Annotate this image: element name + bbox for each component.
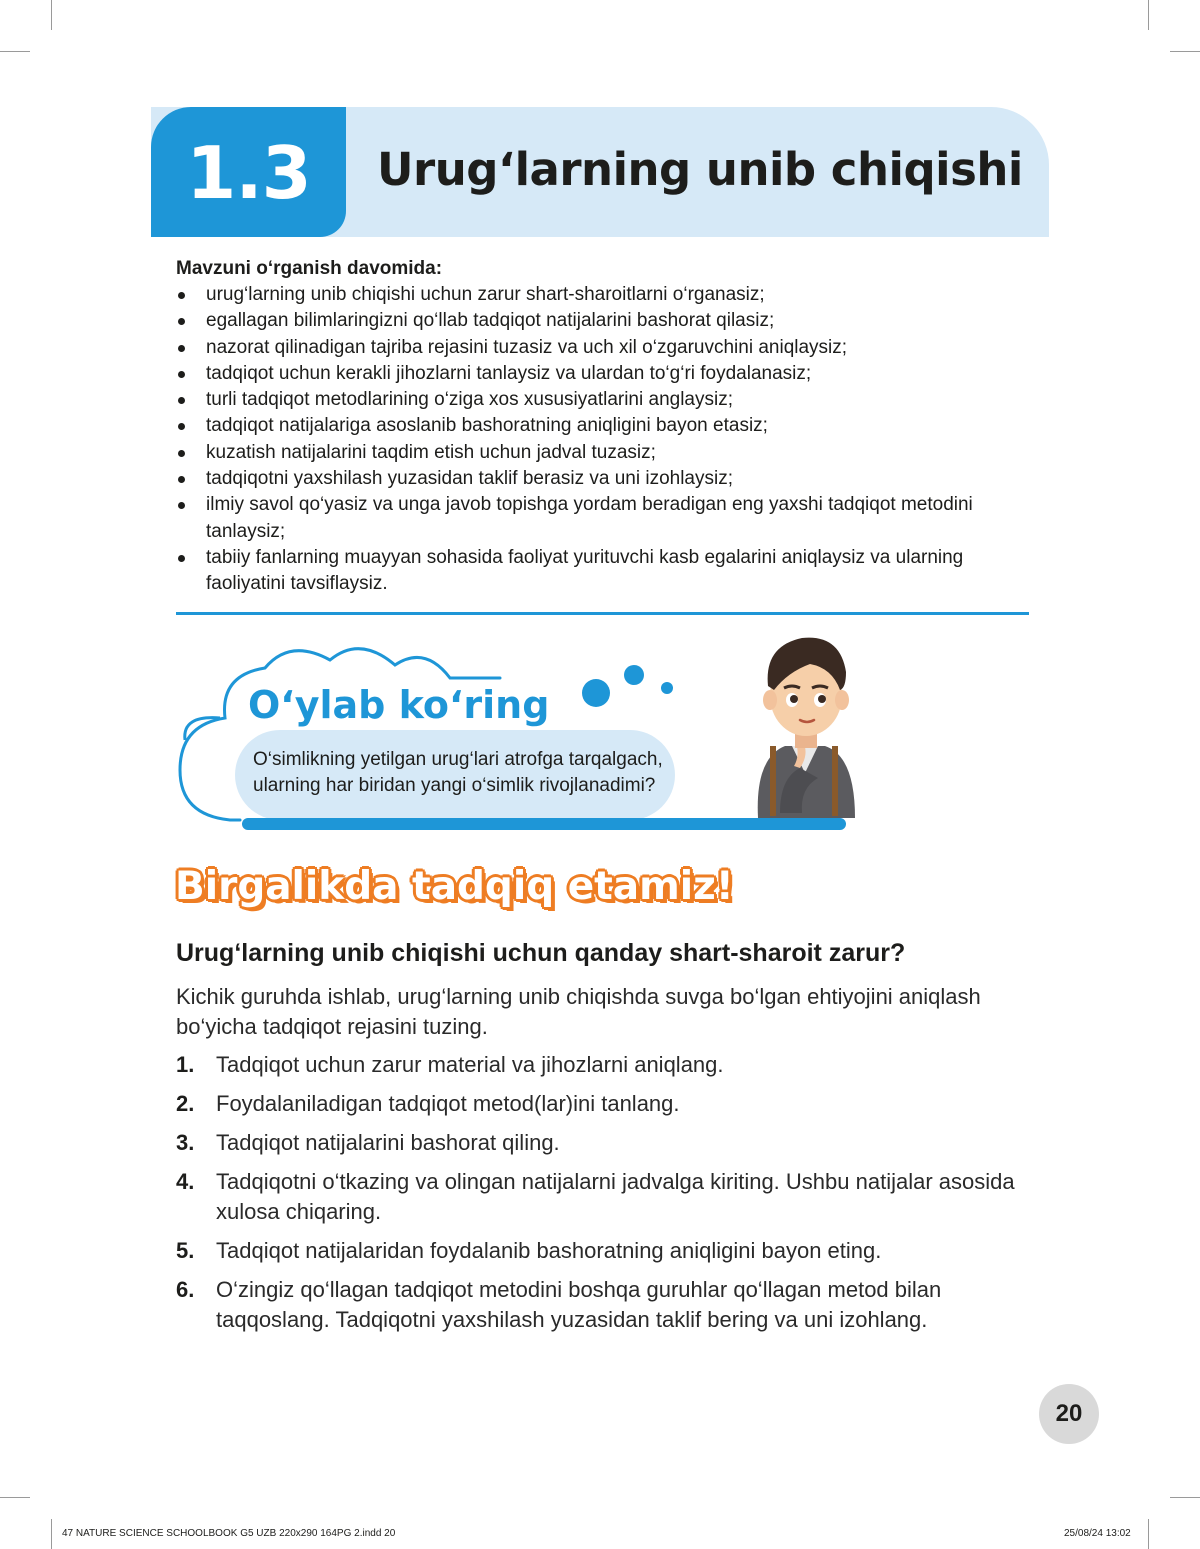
page-number: 20 bbox=[1039, 1384, 1099, 1444]
bullet-icon bbox=[178, 371, 185, 378]
objectives-heading: Mavzuni o‘rganish davomida: bbox=[176, 258, 443, 279]
crop-mark bbox=[1148, 0, 1149, 30]
objective-item: nazorat qilinadigan tajriba rejasini tuzasiz va uch xil o‘zgaruvchini aniqlaysiz; bbox=[176, 335, 1016, 361]
lesson-title: Urug‘larning unib chiqishi bbox=[377, 143, 1023, 196]
step-item: 1. Tadqiqot uchun zarur material va jihozlarni aniqlang. bbox=[176, 1052, 724, 1077]
objective-item: egallagan bilimlaringizni qo‘llab tadqiqot natijalarini bashorat qilasiz; bbox=[176, 308, 1016, 334]
bullet-icon bbox=[178, 476, 185, 483]
bullet-icon bbox=[178, 502, 185, 509]
objective-item: kuzatish natijalarini taqdim etish uchun jadval tuzasiz; bbox=[176, 440, 1016, 466]
bullet-icon bbox=[178, 318, 185, 325]
section-divider bbox=[176, 612, 1029, 615]
crop-mark bbox=[51, 1519, 52, 1549]
crop-mark bbox=[0, 1497, 30, 1498]
objective-item: tadqiqot natijalariga asoslanib bashoratning aniqligini bayon etasiz; bbox=[176, 413, 1016, 439]
print-slug-datetime: 25/08/24 13:02 bbox=[1064, 1528, 1131, 1539]
objectives-list bbox=[176, 282, 1016, 598]
print-slug-file: 47 NATURE SCIENCE SCHOOLBOOK G5 UZB 220x290 164PG 2.indd 20 bbox=[62, 1528, 396, 1539]
bullet-icon bbox=[178, 292, 185, 299]
objective-item: tadqiqot uchun kerakli jihozlarni tanlaysiz va ulardan to‘g‘ri foydalanasiz; bbox=[176, 361, 1016, 387]
objective-item: tadqiqotni yaxshilash yuzasidan taklif berasiz va uni izohlaysiz; bbox=[176, 466, 1016, 492]
thinking-boy-icon bbox=[740, 628, 870, 818]
objective-item: turli tadqiqot metodlarining o‘ziga xos xususiyatlarini anglaysiz; bbox=[176, 387, 1016, 413]
objective-item: tabiiy fanlarning muayyan sohasida faoliyat yurituvchi kasb egalarini aniqlaysiz va ularning faoliyatini tavsiflaysiz. bbox=[176, 545, 1016, 598]
step-item: 2. Foydalaniladigan tadqiqot metod(lar)ini tanlang. bbox=[176, 1091, 680, 1116]
inquiry-intro: Kichik guruhda ishlab, urug‘larning unib chiqishda suvga bo‘lgan ehtiyojini aniqlash bo‘yicha tadqiqot rejasini tuzing. bbox=[176, 984, 981, 1039]
step-item: 3. Tadqiqot natijalarini bashorat qiling. bbox=[176, 1130, 560, 1155]
inquiry-title: Birgalikda tadqiq etamiz! bbox=[175, 864, 734, 909]
crop-mark bbox=[0, 51, 30, 52]
section-number-box bbox=[151, 107, 346, 237]
bullet-icon bbox=[178, 450, 185, 457]
think-title: O‘ylab ko‘ring bbox=[248, 683, 550, 727]
crop-mark bbox=[1170, 51, 1200, 52]
bullet-icon bbox=[178, 423, 185, 430]
steps-list bbox=[176, 1050, 1036, 1344]
bullet-icon bbox=[178, 345, 185, 352]
research-question: Urug‘larning unib chiqishi uchun qanday shart-sharoit zarur? bbox=[176, 939, 906, 967]
crop-mark bbox=[1170, 1497, 1200, 1498]
objective-item: urug‘larning unib chiqishi uchun zarur shart-sharoitlarni o‘rganasiz; bbox=[176, 282, 1016, 308]
step-item: 5. Tadqiqot natijalaridan foydalanib bashoratning aniqligini bayon eting. bbox=[176, 1238, 882, 1263]
crop-mark bbox=[1148, 1519, 1149, 1549]
crop-mark bbox=[51, 0, 52, 30]
step-item: 4. Tadqiqotni o‘tkazing va olingan natijalarni jadvalga kiriting. Ushbu natijalar asosida xulosa chiqaring. bbox=[176, 1169, 1015, 1224]
bullet-icon bbox=[178, 555, 185, 562]
think-question: O‘simlikning yetilgan urug‘lari atrofga tarqalgach, ularning har biridan yangi o‘simlik rivojlanadimi? bbox=[253, 749, 663, 796]
lesson-header bbox=[151, 107, 1049, 237]
step-item: 6. O‘zingiz qo‘llagan tadqiqot metodini boshqa guruhlar qo‘llagan metod bilan taqqoslang. Tadqiqotni yaxshilash yuzasidan taklif bering va uni izohlang. bbox=[176, 1277, 942, 1332]
objective-item: ilmiy savol qo‘yasiz va unga javob topishga yordam beradigan eng yaxshi tadqiqot metodini tanlaysiz; bbox=[176, 492, 1016, 545]
bullet-icon bbox=[178, 397, 185, 404]
section-number: 1.3 bbox=[186, 131, 311, 215]
